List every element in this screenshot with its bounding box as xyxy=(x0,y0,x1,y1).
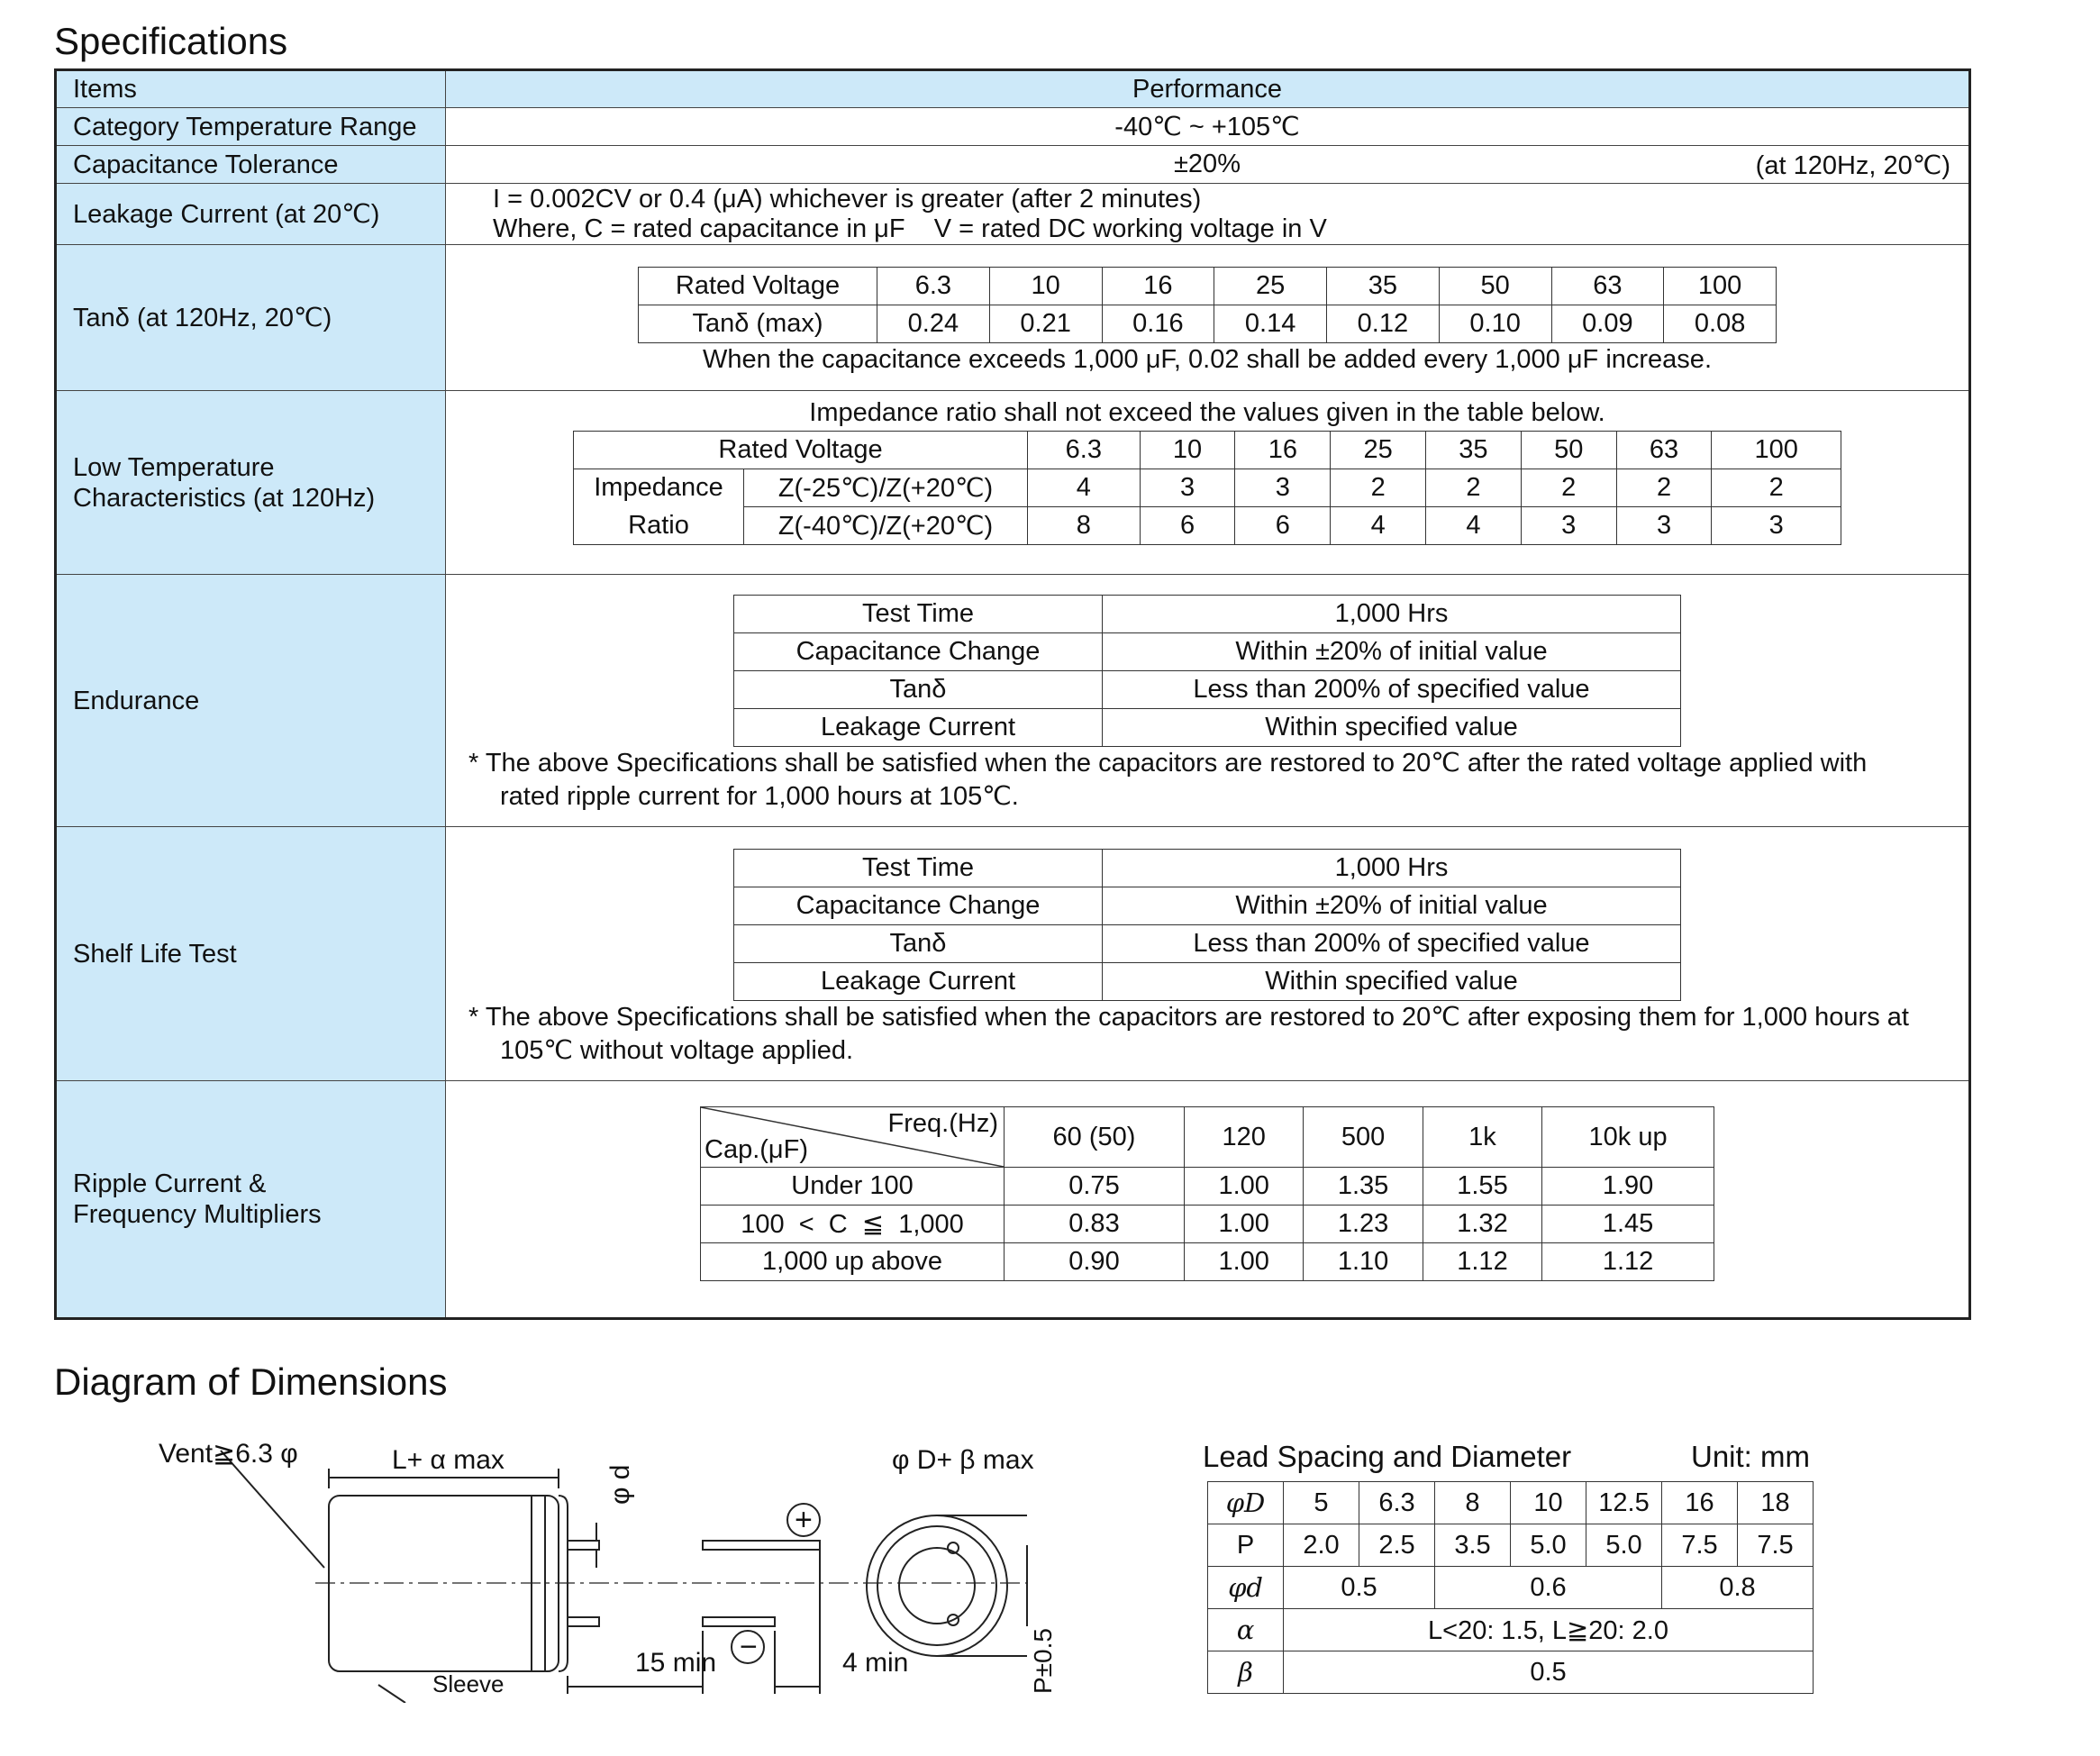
lead-positive xyxy=(568,1541,599,1550)
ripple-freq: 10k up xyxy=(1542,1107,1714,1168)
lead-D: 12.5 xyxy=(1586,1482,1662,1524)
tan-voltage: 50 xyxy=(1439,268,1551,305)
low-temp-voltage: 63 xyxy=(1616,432,1712,469)
min4-label: 4 min xyxy=(842,1648,909,1678)
tan-voltage: 16 xyxy=(1102,268,1214,305)
shelf-value: Within ±20% of initial value xyxy=(1103,887,1681,925)
tan-value: 0.16 xyxy=(1102,305,1214,343)
spec-row-leakage xyxy=(56,184,1970,245)
ripple-value: 1.35 xyxy=(1304,1168,1423,1206)
tan-voltage: 100 xyxy=(1664,268,1777,305)
low-temp-value: 2 xyxy=(1426,469,1522,507)
low-temp-voltage: 50 xyxy=(1521,432,1616,469)
shelf-life-label: Shelf Life Test xyxy=(56,827,446,1081)
ripple-cap: 1,000 up above xyxy=(701,1243,1005,1281)
shelf-value: 1,000 Hrs xyxy=(1103,850,1681,887)
shelf-key: Tanδ xyxy=(734,925,1103,963)
spec-header-row xyxy=(56,70,1970,108)
low-temp-value: 3 xyxy=(1712,507,1841,545)
ripple-value: 1.23 xyxy=(1304,1206,1423,1243)
shelf-life-cell xyxy=(446,827,1970,1081)
alpha-value: L<20: 1.5, L≧20: 2.0 xyxy=(1284,1609,1814,1651)
lead-D: 5 xyxy=(1284,1482,1359,1524)
alpha-label: α xyxy=(1208,1609,1284,1651)
leakage-cell xyxy=(446,184,1970,245)
ripple-label-line1: Ripple Current & xyxy=(73,1169,267,1198)
ripple-freq: 500 xyxy=(1304,1107,1423,1168)
endurance-label: Endurance xyxy=(56,575,446,827)
tan-row-label: Rated Voltage xyxy=(639,268,877,305)
ripple-label-line2: Frequency Multipliers xyxy=(73,1200,322,1229)
ripple-table xyxy=(700,1106,1714,1281)
impedance-label: Impedance xyxy=(574,469,744,507)
cap-tolerance-cell xyxy=(446,146,1970,184)
phid-label: φd xyxy=(1208,1567,1284,1609)
spec-row-shelf-life xyxy=(56,827,1970,1081)
endurance-value: Less than 200% of specified value xyxy=(1103,671,1681,709)
shelf-note-2: 105℃ without voltage applied. xyxy=(500,1036,854,1065)
ripple-freq: 120 xyxy=(1184,1107,1303,1168)
low-temp-value: 2 xyxy=(1616,469,1712,507)
tan-value: 0.10 xyxy=(1439,305,1551,343)
low-temp-voltage: 6.3 xyxy=(1028,432,1141,469)
ripple-label xyxy=(56,1081,446,1319)
shelf-key: Test Time xyxy=(734,850,1103,887)
tan-voltage: 35 xyxy=(1327,268,1440,305)
tan-value: 0.21 xyxy=(989,305,1102,343)
lead-d-group: 0.5 xyxy=(1284,1567,1435,1609)
diagram-title: Diagram of Dimensions xyxy=(54,1360,448,1403)
performance-header: Performance xyxy=(446,70,1970,108)
low-temp-voltage: 16 xyxy=(1235,432,1331,469)
low-temp-label-line2: Characteristics (at 120Hz) xyxy=(73,483,376,513)
tan-value: 0.12 xyxy=(1327,305,1440,343)
lead-P: 5.0 xyxy=(1511,1524,1586,1567)
low-temp-voltage: 10 xyxy=(1140,432,1235,469)
endurance-value: Within specified value xyxy=(1103,709,1681,747)
spec-row-low-temp xyxy=(56,391,1970,575)
endurance-key: Leakage Current xyxy=(734,709,1103,747)
ripple-value: 1.12 xyxy=(1423,1243,1541,1281)
tan-value: 0.24 xyxy=(877,305,990,343)
endurance-key: Test Time xyxy=(734,596,1103,633)
lead-D: 18 xyxy=(1738,1482,1814,1524)
sleeve-label: Sleeve xyxy=(432,1670,505,1697)
low-temp-value: 2 xyxy=(1331,469,1426,507)
vent-label: Vent≧6.3 φ xyxy=(159,1439,298,1469)
low-temp-row-label: Z(-25℃)/Z(+20℃) xyxy=(744,469,1028,507)
tan-cell xyxy=(446,245,1970,391)
endurance-key: Tanδ xyxy=(734,671,1103,709)
ripple-value: 0.75 xyxy=(1005,1168,1185,1206)
ripple-value: 1.55 xyxy=(1423,1168,1541,1206)
phiD-label: φD xyxy=(1208,1482,1284,1524)
endurance-value: Within ±20% of initial value xyxy=(1103,633,1681,671)
tan-row-label: Tanδ (max) xyxy=(639,305,877,343)
tan-table xyxy=(638,267,1777,343)
lead-P: 3.5 xyxy=(1435,1524,1511,1567)
cap-tolerance-condition: (at 120Hz, 20℃) xyxy=(1755,151,1950,180)
shelf-key: Capacitance Change xyxy=(734,887,1103,925)
category-temp-label: Category Temperature Range xyxy=(56,108,446,146)
low-temp-intro: Impedance ratio shall not exceed the values given in the table below. xyxy=(809,398,1605,427)
ripple-cell xyxy=(446,1081,1970,1319)
cap-tolerance-label: Capacitance Tolerance xyxy=(56,146,446,184)
ripple-value: 1.00 xyxy=(1184,1168,1303,1206)
ripple-freq: 1k xyxy=(1423,1107,1541,1168)
lead-negative xyxy=(568,1617,599,1626)
end-view-outer xyxy=(867,1515,1007,1656)
lead-spacing-table xyxy=(1207,1481,1814,1694)
endurance-note-1: * The above Specifications shall be satisfied when the capacitors are restored to 20℃ after the rated voltage applied with xyxy=(468,749,1868,778)
tan-value: 0.14 xyxy=(1214,305,1327,343)
lead-d-group: 0.6 xyxy=(1435,1567,1662,1609)
low-temp-value: 3 xyxy=(1521,507,1616,545)
tan-note: When the capacitance exceeds 1,000 μF, 0.02 shall be added every 1,000 μF increase. xyxy=(703,345,1712,374)
low-temp-value: 3 xyxy=(1616,507,1712,545)
shelf-value: Less than 200% of specified value xyxy=(1103,925,1681,963)
low-temp-table xyxy=(573,431,1841,545)
ripple-value: 1.00 xyxy=(1184,1243,1303,1281)
beta-value: 0.5 xyxy=(1284,1651,1814,1694)
lead-D: 8 xyxy=(1435,1482,1511,1524)
lead-P: 2.0 xyxy=(1284,1524,1359,1567)
tan-voltage: 63 xyxy=(1551,268,1664,305)
spec-row-endurance xyxy=(56,575,1970,827)
lead-P: 5.0 xyxy=(1586,1524,1662,1567)
ripple-cap: Under 100 xyxy=(701,1168,1005,1206)
low-temp-value: 4 xyxy=(1426,507,1522,545)
category-temp-value: -40℃ ~ +105℃ xyxy=(446,108,1970,146)
spec-row-category-temp xyxy=(56,108,1970,146)
tan-voltage: 10 xyxy=(989,268,1102,305)
lead-P: 7.5 xyxy=(1662,1524,1738,1567)
beta-label: β xyxy=(1208,1651,1284,1694)
tan-voltage: 6.3 xyxy=(877,268,990,305)
ripple-value: 1.10 xyxy=(1304,1243,1423,1281)
low-temp-value: 3 xyxy=(1235,469,1331,507)
ripple-value: 0.90 xyxy=(1005,1243,1185,1281)
spec-row-tan xyxy=(56,245,1970,391)
lead-P: 2.5 xyxy=(1359,1524,1435,1567)
ripple-value: 1.90 xyxy=(1542,1168,1714,1206)
cap-label: Cap.(μF) xyxy=(705,1135,808,1164)
endurance-value: 1,000 Hrs xyxy=(1103,596,1681,633)
low-temp-value: 6 xyxy=(1140,507,1235,545)
low-temp-value: 2 xyxy=(1712,469,1841,507)
plus-sign: + xyxy=(795,1503,813,1537)
lead-D: 10 xyxy=(1511,1482,1586,1524)
low-temp-cell xyxy=(446,391,1970,575)
lead-table-unit: Unit: mm xyxy=(1691,1440,1810,1473)
low-temp-value: 2 xyxy=(1521,469,1616,507)
lead-table-title: Lead Spacing and Diameter xyxy=(1203,1440,1572,1473)
endurance-key: Capacitance Change xyxy=(734,633,1103,671)
specifications-title: Specifications xyxy=(54,20,288,62)
specifications-table xyxy=(54,68,1971,1320)
lead-D: 6.3 xyxy=(1359,1482,1435,1524)
leakage-line1: I = 0.002CV or 0.4 (μA) whichever is greater (after 2 minutes) xyxy=(493,184,1202,214)
low-temp-rated-voltage: Rated Voltage xyxy=(574,432,1028,469)
dimension-diagram xyxy=(135,1433,1081,1703)
low-temp-value: 8 xyxy=(1028,507,1141,545)
low-temp-voltage: 100 xyxy=(1712,432,1841,469)
ripple-cap: 100 < C ≦ 1,000 xyxy=(701,1206,1005,1243)
shelf-note-1: * The above Specifications shall be satisfied when the capacitors are restored to 20℃ after exposing them for 1,000 hours at xyxy=(468,1003,1909,1032)
shelf-value: Within specified value xyxy=(1103,963,1681,1001)
ratio-label: Ratio xyxy=(574,507,744,545)
shelf-key: Leakage Current xyxy=(734,963,1103,1001)
ripple-value: 1.32 xyxy=(1423,1206,1541,1243)
low-temp-value: 4 xyxy=(1028,469,1141,507)
lead-P: 7.5 xyxy=(1738,1524,1814,1567)
ripple-corner-cell xyxy=(701,1107,1005,1168)
low-temp-value: 6 xyxy=(1235,507,1331,545)
diameter-label: φ D+ β max xyxy=(892,1445,1034,1475)
low-temp-label xyxy=(56,391,446,575)
low-temp-voltage: 25 xyxy=(1331,432,1426,469)
cap-tolerance-value: ±20% xyxy=(1174,150,1241,178)
pitch-label: P±0.5 xyxy=(1029,1628,1057,1694)
tan-label: Tanδ (at 120Hz, 20℃) xyxy=(56,245,446,391)
min15-label: 15 min xyxy=(635,1648,717,1678)
leakage-line2: Where, C = rated capacitance in μF V = rated DC working voltage in V xyxy=(493,214,1327,243)
items-header: Items xyxy=(56,70,446,108)
tan-value: 0.09 xyxy=(1551,305,1664,343)
P-label: P xyxy=(1208,1524,1284,1567)
low-temp-label-line1: Low Temperature xyxy=(73,452,275,482)
low-temp-value: 4 xyxy=(1331,507,1426,545)
spec-row-cap-tolerance xyxy=(56,146,1970,184)
endurance-table xyxy=(733,595,1681,747)
lead-diameter-label: φ d xyxy=(605,1464,635,1505)
tan-voltage: 25 xyxy=(1214,268,1327,305)
ripple-value: 0.83 xyxy=(1005,1206,1185,1243)
endurance-cell xyxy=(446,575,1970,827)
tan-value: 0.08 xyxy=(1664,305,1777,343)
freq-label: Freq.(Hz) xyxy=(887,1109,998,1138)
endurance-note-2: rated ripple current for 1,000 hours at 105℃. xyxy=(500,782,1019,811)
leakage-label: Leakage Current (at 20℃) xyxy=(56,184,446,245)
low-temp-voltage: 35 xyxy=(1426,432,1522,469)
lead-d-group: 0.8 xyxy=(1662,1567,1814,1609)
ripple-value: 1.45 xyxy=(1542,1206,1714,1243)
lead-D: 16 xyxy=(1662,1482,1738,1524)
ripple-freq: 60 (50) xyxy=(1005,1107,1185,1168)
minus-sign: − xyxy=(740,1630,758,1664)
low-temp-row-label: Z(-40℃)/Z(+20℃) xyxy=(744,507,1028,545)
shelf-life-table xyxy=(733,849,1681,1001)
ripple-value: 1.12 xyxy=(1542,1243,1714,1281)
length-label: L+ α max xyxy=(392,1445,505,1475)
ripple-value: 1.00 xyxy=(1184,1206,1303,1243)
low-temp-value: 3 xyxy=(1140,469,1235,507)
spec-row-ripple xyxy=(56,1081,1970,1319)
